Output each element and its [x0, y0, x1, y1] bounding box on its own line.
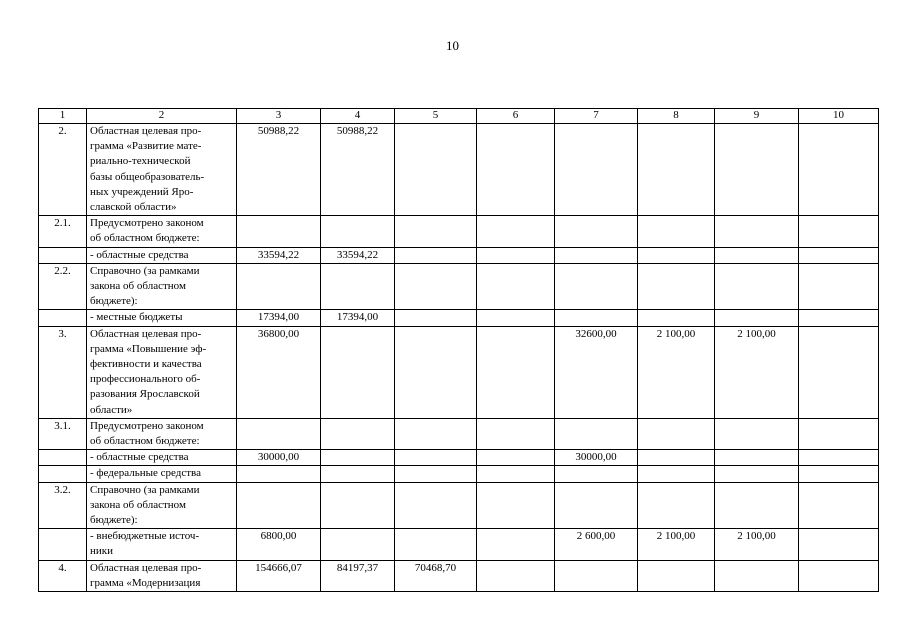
amount-cell [638, 560, 715, 591]
amount-cell [395, 482, 477, 529]
program-name-cell: Предусмотрено законом об областном бюджете: [87, 418, 237, 449]
table-row [39, 450, 879, 466]
amount-cell [555, 263, 638, 310]
amount-cell [799, 482, 879, 529]
amount-cell [799, 326, 879, 418]
row-number-cell [39, 466, 87, 482]
amount-cell [638, 466, 715, 482]
amount-cell [321, 418, 395, 449]
amount-cell [715, 310, 799, 326]
amount-cell [715, 247, 799, 263]
amount-cell: 50988,22 [321, 124, 395, 216]
amount-cell [799, 247, 879, 263]
amount-cell [799, 450, 879, 466]
row-number-cell [39, 529, 87, 560]
amount-cell [395, 216, 477, 247]
amount-cell [477, 466, 555, 482]
amount-cell [715, 482, 799, 529]
amount-cell [395, 529, 477, 560]
amount-cell [799, 560, 879, 591]
amount-cell: 17394,00 [237, 310, 321, 326]
program-name-cell: - местные бюджеты [87, 310, 237, 326]
row-number-cell: 3.2. [39, 482, 87, 529]
amount-cell [555, 466, 638, 482]
amount-cell [477, 263, 555, 310]
program-name-cell: Областная целевая про- грамма «Развитие мате- риально-технической базы общеобразователь- ных учреждений Яро- славской области» [87, 124, 237, 216]
table-row [39, 310, 879, 326]
amount-cell [477, 216, 555, 247]
table-row [39, 124, 879, 216]
amount-cell [477, 310, 555, 326]
amount-cell [638, 124, 715, 216]
amount-cell: 30000,00 [555, 450, 638, 466]
amount-cell [638, 450, 715, 466]
program-name-cell: Справочно (за рамками закона об областном бюджете): [87, 263, 237, 310]
table-row [39, 466, 879, 482]
column-header: 1 [39, 109, 87, 124]
program-name-cell: Областная целевая про- грамма «Повышение эф- фективности и качества профессионального об- разования Ярославской области» [87, 326, 237, 418]
table-row [39, 482, 879, 529]
table-row [39, 560, 879, 591]
column-header: 2 [87, 109, 237, 124]
amount-cell: 154666,07 [237, 560, 321, 591]
row-number-cell [39, 450, 87, 466]
table-row [39, 247, 879, 263]
table-row [39, 216, 879, 247]
amount-cell [555, 247, 638, 263]
amount-cell [395, 466, 477, 482]
table-row [39, 263, 879, 310]
amount-cell [799, 216, 879, 247]
amount-cell: 6800,00 [237, 529, 321, 560]
program-name-cell: - областные средства [87, 247, 237, 263]
amount-cell [555, 124, 638, 216]
amount-cell [715, 450, 799, 466]
amount-cell: 2 100,00 [715, 529, 799, 560]
amount-cell [321, 529, 395, 560]
amount-cell [237, 418, 321, 449]
column-number-header-row [39, 109, 879, 124]
amount-cell: 2 100,00 [638, 326, 715, 418]
amount-cell [715, 263, 799, 310]
amount-cell: 2 100,00 [715, 326, 799, 418]
amount-cell [237, 216, 321, 247]
amount-cell [395, 418, 477, 449]
amount-cell [715, 560, 799, 591]
amount-cell [799, 263, 879, 310]
column-header: 3 [237, 109, 321, 124]
amount-cell: 84197,37 [321, 560, 395, 591]
amount-cell [395, 263, 477, 310]
table-row [39, 326, 879, 418]
amount-cell: 70468,70 [395, 560, 477, 591]
row-number-cell: 3. [39, 326, 87, 418]
amount-cell [638, 418, 715, 449]
program-name-cell: Справочно (за рамками закона об областном бюджете): [87, 482, 237, 529]
amount-cell [395, 124, 477, 216]
amount-cell [799, 529, 879, 560]
amount-cell [555, 310, 638, 326]
amount-cell [477, 482, 555, 529]
table-row [39, 418, 879, 449]
column-header: 7 [555, 109, 638, 124]
column-header: 8 [638, 109, 715, 124]
amount-cell [715, 418, 799, 449]
amount-cell [237, 466, 321, 482]
amount-cell [555, 482, 638, 529]
amount-cell [638, 482, 715, 529]
amount-cell [715, 466, 799, 482]
amount-cell: 50988,22 [237, 124, 321, 216]
column-header: 5 [395, 109, 477, 124]
column-header: 10 [799, 109, 879, 124]
row-number-cell [39, 310, 87, 326]
row-number-cell: 3.1. [39, 418, 87, 449]
amount-cell [321, 466, 395, 482]
amount-cell [638, 216, 715, 247]
amount-cell [237, 482, 321, 529]
amount-cell [321, 326, 395, 418]
amount-cell [395, 310, 477, 326]
program-name-cell: Предусмотрено законом об областном бюджете: [87, 216, 237, 247]
budget-programs-table [38, 108, 879, 592]
amount-cell [477, 124, 555, 216]
amount-cell [321, 450, 395, 466]
amount-cell [477, 326, 555, 418]
column-header: 6 [477, 109, 555, 124]
amount-cell [799, 124, 879, 216]
amount-cell: 2 600,00 [555, 529, 638, 560]
amount-cell: 2 100,00 [638, 529, 715, 560]
amount-cell: 32600,00 [555, 326, 638, 418]
amount-cell [477, 560, 555, 591]
amount-cell: 33594,22 [321, 247, 395, 263]
amount-cell [321, 216, 395, 247]
amount-cell [715, 124, 799, 216]
column-header: 4 [321, 109, 395, 124]
amount-cell [477, 529, 555, 560]
amount-cell: 33594,22 [237, 247, 321, 263]
row-number-cell: 2.1. [39, 216, 87, 247]
table-row [39, 529, 879, 560]
program-name-cell: - внебюджетные источ- ники [87, 529, 237, 560]
amount-cell [395, 326, 477, 418]
row-number-cell: 4. [39, 560, 87, 591]
amount-cell [395, 247, 477, 263]
amount-cell [555, 560, 638, 591]
amount-cell: 36800,00 [237, 326, 321, 418]
amount-cell [395, 450, 477, 466]
amount-cell [321, 482, 395, 529]
program-name-cell: - федеральные средства [87, 466, 237, 482]
amount-cell [477, 450, 555, 466]
amount-cell: 30000,00 [237, 450, 321, 466]
amount-cell [638, 310, 715, 326]
amount-cell [715, 216, 799, 247]
amount-cell [321, 263, 395, 310]
row-number-cell [39, 247, 87, 263]
page-number: 10 [446, 38, 459, 53]
amount-cell [477, 247, 555, 263]
program-name-cell: - областные средства [87, 450, 237, 466]
amount-cell [799, 466, 879, 482]
amount-cell [555, 418, 638, 449]
program-name-cell: Областная целевая про- грамма «Модернизация [87, 560, 237, 591]
amount-cell [638, 263, 715, 310]
table-body [39, 124, 879, 592]
amount-cell [799, 310, 879, 326]
row-number-cell: 2.2. [39, 263, 87, 310]
column-header: 9 [715, 109, 799, 124]
amount-cell [237, 263, 321, 310]
row-number-cell: 2. [39, 124, 87, 216]
amount-cell [477, 418, 555, 449]
amount-cell [555, 216, 638, 247]
amount-cell [638, 247, 715, 263]
amount-cell [799, 418, 879, 449]
amount-cell: 17394,00 [321, 310, 395, 326]
